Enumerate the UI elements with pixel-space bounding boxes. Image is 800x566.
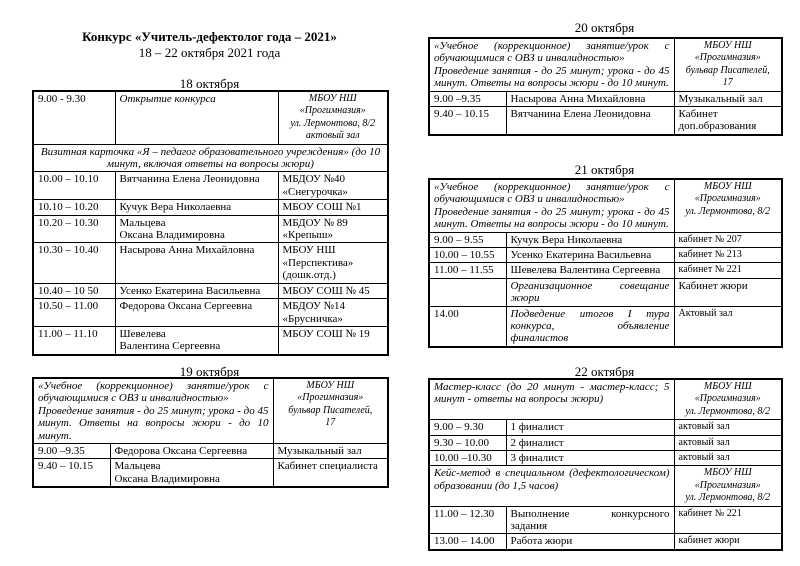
day-heading-18: 18 октября xyxy=(179,76,240,91)
participant-cell: Насырова Анна Михайловна xyxy=(506,91,674,106)
participant-cell: Мальцева Оксана Владимировна xyxy=(115,215,278,243)
venue-cell: МБОУ СОШ № 19 xyxy=(278,326,388,354)
time-cell: 10.40 – 10 50 xyxy=(33,283,115,298)
participant-cell: Вятчанина Елена Леонидовна xyxy=(506,107,674,135)
participant-cell: Шевелева Валентина Сергеевна xyxy=(115,326,278,354)
time-cell: 10.20 – 10.30 xyxy=(33,215,115,243)
table-row xyxy=(33,378,388,444)
participant-cell: Федорова Оксана Сергеевна xyxy=(110,444,273,459)
venue-cell: Кабинет жюри xyxy=(674,278,782,306)
time-cell: 10.50 – 11.00 xyxy=(33,299,115,327)
venue-cell: МБОУ НШ «Прогимназия» бульвар Писателей, 17 xyxy=(674,38,782,91)
table-row xyxy=(429,466,782,506)
section-banner: Визитная карточка «Я – педагог образовательного учреждения» (до 10 минут, включая ответы на вопросы жюри) xyxy=(33,144,388,172)
schedule-table-19 xyxy=(32,377,389,488)
participant-cell: 2 финалист xyxy=(506,435,674,450)
table-row xyxy=(33,91,388,144)
time-cell: 9.40 – 10.15 xyxy=(33,459,110,487)
table-row xyxy=(429,179,782,232)
table-row xyxy=(429,435,782,450)
table-row xyxy=(429,278,782,306)
time-cell: 11.00 – 11.10 xyxy=(33,326,115,354)
venue-cell: Музыкальный зал xyxy=(273,444,388,459)
time-cell: 14.00 xyxy=(429,306,506,347)
table-row xyxy=(429,420,782,435)
participant-cell: Мальцева Оксана Владимировна xyxy=(110,459,273,487)
table-row xyxy=(33,283,388,298)
venue-cell: МБДОУ №40 «Снегурочка» xyxy=(278,172,388,200)
table-row xyxy=(33,299,388,327)
table-row xyxy=(429,379,782,420)
table-row xyxy=(429,38,782,91)
time-cell: 10.00 – 10.10 xyxy=(33,172,115,200)
participant-cell: 3 финалист xyxy=(506,451,674,466)
time-cell: 9.30 – 10.00 xyxy=(429,435,506,450)
table-row xyxy=(429,534,782,550)
table-row xyxy=(33,215,388,243)
participant-cell: Шевелева Валентина Сергеевна xyxy=(506,263,674,278)
participant-cell: Кучук Вера Николаевна xyxy=(115,200,278,215)
schedule-table-20 xyxy=(428,37,783,136)
section-description: «Учебное (коррекционное) занятие/урок с обучающимися с ОВЗ и инвалидностью» Проведение занятия - до 25 минут; урока - до 45 минут. Ответы на вопросы жюри - до 10 минут. xyxy=(429,179,674,232)
venue-cell: кабинет № 213 xyxy=(674,248,782,263)
participant-cell: Насырова Анна Михайловна xyxy=(115,243,278,283)
time-cell: 9.40 – 10.15 xyxy=(429,107,506,135)
time-cell: 10.00 – 10.55 xyxy=(429,248,506,263)
venue-cell: МБДОУ №14 «Брусничка» xyxy=(278,299,388,327)
table-row xyxy=(429,248,782,263)
venue-cell: актовый зал xyxy=(674,435,782,450)
participant-cell: Работа жюри xyxy=(506,534,674,550)
venue-cell: МБДОУ № 89 «Крепыш» xyxy=(278,215,388,243)
participant-cell: Кучук Вера Николаевна xyxy=(506,232,674,247)
table-row xyxy=(33,144,388,172)
participant-cell: Федорова Оксана Сергеевна xyxy=(115,299,278,327)
time-cell xyxy=(429,278,506,306)
participant-cell: Вятчанина Елена Леонидовна xyxy=(115,172,278,200)
table-row xyxy=(33,444,388,459)
day-heading-20: 20 октября xyxy=(574,20,635,35)
table-row xyxy=(33,326,388,354)
venue-cell: кабинет № 207 xyxy=(674,232,782,247)
table-row xyxy=(33,172,388,200)
day-heading-22: 22 октября xyxy=(574,364,635,379)
venue-cell: МБОУ НШ «Перспектива» (дошк.отд.) xyxy=(278,243,388,283)
venue-cell: кабинет жюри xyxy=(674,534,782,550)
venue-cell: МБОУ НШ «Прогимназия» ул. Лермонтова, 8/2 xyxy=(674,466,782,506)
venue-cell: МБОУ НШ «Прогимназия» бульвар Писателей, 17 xyxy=(273,378,388,444)
activity-cell: Организационное совещание жюри xyxy=(506,278,674,306)
venue-cell: МБОУ НШ «Прогимназия» ул. Лермонтова, 8/2 актовый зал xyxy=(278,91,388,144)
participant-cell: Усенко Екатерина Васильевна xyxy=(115,283,278,298)
venue-cell: кабинет № 221 xyxy=(674,263,782,278)
venue-cell: МБОУ НШ «Прогимназия» ул. Лермонтова, 8/2 xyxy=(674,379,782,420)
time-cell: 13.00 – 14.00 xyxy=(429,534,506,550)
table-row xyxy=(429,451,782,466)
table-row xyxy=(429,91,782,106)
table-row xyxy=(33,459,388,487)
time-cell: 9.00 – 9.30 xyxy=(429,420,506,435)
table-row xyxy=(429,107,782,135)
table-row xyxy=(429,306,782,347)
venue-cell: кабинет № 221 xyxy=(674,506,782,534)
venue-cell: Кабинет специалиста xyxy=(273,459,388,487)
time-cell: 9.00 – 9.55 xyxy=(429,232,506,247)
activity-cell: Подведение итогов I тура конкурса, объявление финалистов xyxy=(506,306,674,347)
venue-cell: Актовый зал xyxy=(674,306,782,347)
activity-cell: Открытие конкурса xyxy=(115,91,278,144)
participant-cell: Выполнение конкурсного задания xyxy=(506,506,674,534)
schedule-table-18 xyxy=(32,90,389,356)
time-cell: 9.00 - 9.30 xyxy=(33,91,115,144)
time-cell: 10.30 – 10.40 xyxy=(33,243,115,283)
table-row xyxy=(429,506,782,534)
participant-cell: Усенко Екатерина Васильевна xyxy=(506,248,674,263)
table-row xyxy=(33,243,388,283)
time-cell: 10.10 – 10.20 xyxy=(33,200,115,215)
document-dates: 18 – 22 октября 2021 года xyxy=(138,45,281,60)
venue-cell: Музыкальный зал xyxy=(674,91,782,106)
time-cell: 9.00 –9.35 xyxy=(429,91,506,106)
table-row xyxy=(33,200,388,215)
venue-cell: Кабинет доп.образования xyxy=(674,107,782,135)
day-heading-21: 21 октября xyxy=(574,162,635,177)
day-heading-19: 19 октября xyxy=(179,364,240,379)
schedule-table-22 xyxy=(428,378,783,551)
section-description: Кейс-метод в специальном (дефектологическом) образовании (до 1,5 часов) xyxy=(429,466,674,506)
table-row xyxy=(429,232,782,247)
time-cell: 10.00 –10.30 xyxy=(429,451,506,466)
venue-cell: актовый зал xyxy=(674,420,782,435)
venue-cell: МБОУ СОШ № 45 xyxy=(278,283,388,298)
schedule-table-21 xyxy=(428,178,783,348)
document-title: Конкурс «Учитель-дефектолог года – 2021» xyxy=(82,29,337,44)
venue-cell: МБОУ СОШ №1 xyxy=(278,200,388,215)
time-cell: 11.00 – 12.30 xyxy=(429,506,506,534)
participant-cell: 1 финалист xyxy=(506,420,674,435)
venue-cell: МБОУ НШ «Прогимназия» ул. Лермонтова, 8/2 xyxy=(674,179,782,232)
section-description: «Учебное (коррекционное) занятие/урок с обучающимися с ОВЗ и инвалидностью» Проведение занятия - до 25 минут; урока - до 45 минут. Ответы на вопросы жюри - до 10 минут. xyxy=(429,38,674,91)
time-cell: 9.00 –9.35 xyxy=(33,444,110,459)
section-description: Мастер-класс (до 20 минут - мастер-класс; 5 минут - ответы на вопросы жюри) xyxy=(429,379,674,420)
time-cell: 11.00 – 11.55 xyxy=(429,263,506,278)
venue-cell: актовый зал xyxy=(674,451,782,466)
table-row xyxy=(429,263,782,278)
section-description: «Учебное (коррекционное) занятие/урок с обучающимися с ОВЗ и инвалидностью» Проведение занятия - до 25 минут; урока - до 45 минут. Ответы на вопросы жюри - до 10 минут. xyxy=(33,378,273,444)
